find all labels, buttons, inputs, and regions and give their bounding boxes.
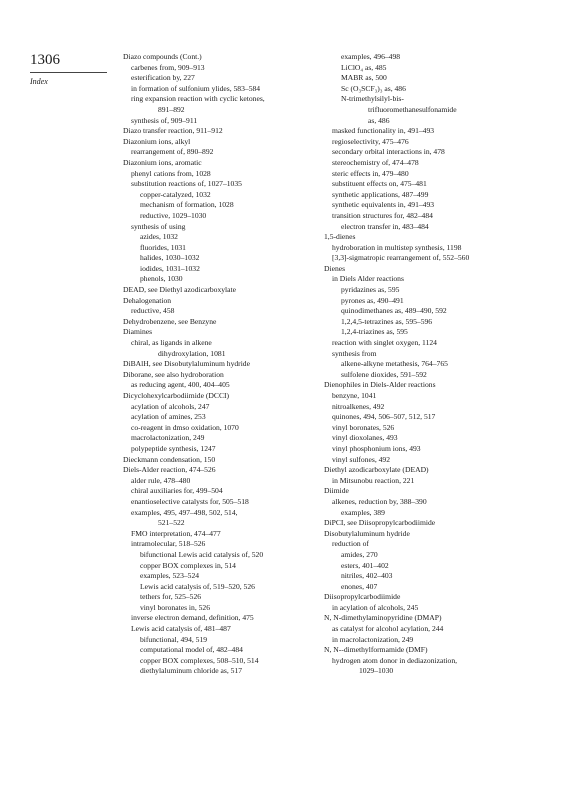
index-entry: Dienophiles in Diels-Alder reactions [324, 380, 436, 390]
index-entry: [3,3]-sigmatropic rearrangement of, 552–560 [332, 253, 470, 263]
index-entry: Sc (O₃SCF₃)₃ as, 486 [341, 83, 406, 93]
index-entry: Dienes [324, 263, 346, 273]
index-entry: N-trimethylsilyl-bis- [341, 94, 404, 104]
index-entry: in macrolactonization, 249 [332, 634, 414, 644]
index-entry: electron transfer in, 483–484 [341, 221, 429, 231]
index-entry: chiral auxiliaries for, 499–504 [131, 486, 223, 496]
index-entry: synthesis from [332, 348, 377, 358]
index-entry: mechanism of formation, 1028 [140, 200, 234, 210]
index-entry: N, N--dimethylformamide (DMF) [324, 645, 428, 655]
index-entry: dihydroxylation, 1081 [158, 348, 226, 358]
index-entry: vinyl boronates, 526 [332, 422, 395, 432]
index-entry: alder rule, 478–480 [131, 475, 191, 485]
index-entry: sulfolene dioxides, 591–592 [341, 369, 427, 379]
index-entry: co-reagent in dmso oxidation, 1070 [131, 422, 239, 432]
header-rule [30, 72, 107, 73]
index-entry: Dicyclohexylcarbodiimide (DCCI) [123, 391, 230, 400]
index-entry: substituent effects on, 475–481 [332, 179, 427, 189]
index-entry: 521–522 [158, 518, 185, 528]
index-column-right [324, 52, 554, 677]
index-entry: intramolecular, 518–526 [131, 539, 206, 549]
index-entry: alkene-alkyne metathesis, 764–765 [341, 359, 448, 369]
index-entry: Diazonium ions, alkyl [123, 136, 191, 146]
index-entry: nitriles, 402–403 [341, 571, 393, 581]
index-entry: ring expansion reaction with cyclic ketones, [131, 94, 265, 104]
index-entry: copper BOX complexes in, 514 [140, 560, 236, 570]
index-entry: secondary orbital interactions in, 478 [332, 147, 445, 157]
index-entry: vinyl boronates in, 526 [140, 602, 211, 612]
index-entry: pyrones as, 490–491 [341, 295, 404, 305]
index-entry: Lewis acid catalysis of, 481–487 [131, 624, 231, 634]
index-entry: Diimide [324, 486, 349, 496]
index-entry: synthetic applications, 487–499 [332, 189, 429, 199]
index-entry: in Mitsunobu reaction, 221 [332, 475, 415, 485]
index-entry: Diborane, see also hydroboration [123, 369, 224, 379]
index-entry: 1029–1030 [359, 666, 394, 676]
index-entry: amides, 270 [341, 549, 378, 559]
index-entry: in Diels Alder reactions [332, 274, 404, 284]
index-entry: alkenes, reduction by, 388–390 [332, 496, 427, 506]
index-entry: esters, 401–402 [341, 560, 389, 570]
page-number: 1306 [30, 52, 60, 68]
index-entry: Dehalogenation [123, 295, 172, 305]
index-entry: reductive, 1029–1030 [140, 210, 207, 220]
index-entry: MABR as, 500 [341, 73, 387, 83]
index-entry: copper BOX complexes, 508–510, 514 [140, 655, 259, 665]
index-entry: synthesis of using [131, 221, 186, 231]
index-entry: quinones, 494, 506–507, 512, 517 [332, 412, 436, 422]
index-column-left [123, 52, 328, 677]
index-entry: pyridazines as, 595 [341, 285, 400, 295]
index-entry: DiBAlH, see Disobutylaluminum hydride [123, 359, 250, 369]
index-entry: Lewis acid catalysis of, 519–520, 526 [140, 581, 255, 591]
index-entry: substitution reactions of, 1027–1035 [131, 179, 242, 189]
index-entry: polypeptide synthesis, 1247 [131, 443, 216, 453]
index-entry: Diels-Alder reaction, 474–526 [123, 465, 216, 475]
index-entry: bifunctional, 494, 519 [140, 634, 208, 644]
index-entry: halides, 1030–1032 [140, 253, 200, 263]
index-entry: chiral, as ligands in alkene [131, 338, 212, 348]
index-entry: fluorides, 1031 [140, 242, 186, 252]
index-entry: quinodimethanes as, 489–490, 592 [341, 306, 447, 316]
index-entry: as, 486 [368, 115, 390, 125]
index-entry: copper-catalyzed, 1032 [140, 189, 211, 199]
index-entry: enantioselective catalysts for, 505–518 [131, 496, 249, 506]
index-entry: synthesis of, 909–911 [131, 115, 198, 125]
index-entry: in formation of sulfonium ylides, 583–584 [131, 83, 261, 93]
index-entry: as catalyst for alcohol acylation, 244 [332, 624, 444, 634]
index-entry: macrolactonization, 249 [131, 433, 205, 443]
index-entry: in acylation of alcohols, 245 [332, 602, 419, 612]
index-entry: examples, 496–498 [341, 52, 401, 61]
index-entry: reductive, 458 [131, 306, 175, 316]
index-entry: 891–892 [158, 104, 185, 114]
index-entry: benzyne, 1041 [332, 391, 377, 400]
index-entry: inverse electron demand, definition, 475 [131, 613, 254, 623]
index-entry: carbenes from, 909–913 [131, 62, 205, 72]
index-entry: Diisopropylcarbodiimide [324, 592, 401, 602]
index-entry: iodides, 1031–1032 [140, 263, 200, 273]
index-entry: Diamines [123, 327, 153, 337]
index-entry: acylation of amines, 253 [131, 412, 206, 422]
index-entry: reduction of [332, 539, 369, 549]
index-entry: hydrogen atom donor in dediazonization, [332, 655, 458, 665]
index-entry: bifunctional Lewis acid catalysis of, 520 [140, 549, 264, 559]
index-entry: hydroboration in multistep synthesis, 1198 [332, 242, 462, 252]
index-entry: esterification by, 227 [131, 73, 195, 83]
index-entry: vinyl dioxolanes, 493 [332, 433, 398, 443]
index-entry: DEAD, see Diethyl azodicarboxylate [123, 285, 237, 295]
index-entry: vinyl sulfones, 492 [332, 454, 391, 464]
index-entry: 1,2,4,5-tetrazines as, 595–596 [341, 316, 433, 326]
index-entry: examples, 389 [341, 507, 385, 517]
index-entry: diethylaluminum chloride as, 517 [140, 666, 243, 676]
index-entry: FMO interpretation, 474–477 [131, 528, 221, 538]
index-entry: enones, 407 [341, 581, 378, 591]
index-entry: trifluoromethanesulfonamide [368, 104, 457, 114]
index-entry: DiPCI, see Diisopropylcarbodiimide [324, 518, 436, 528]
index-entry: 1,5-dienes [324, 232, 356, 242]
index-entry: 1,2,4-triazines as, 595 [341, 327, 408, 337]
index-entry: Diazonium ions, aromatic [123, 157, 202, 167]
index-entry: phenols, 1030 [140, 274, 183, 284]
index-entry: steric effects in, 479–480 [332, 168, 409, 178]
section-label: Index [30, 77, 48, 86]
index-entry: N, N-dimethylaminopyridine (DMAP) [324, 613, 442, 623]
index-entry: Diazo compounds (Cont.) [123, 52, 202, 61]
index-entry: Disobutylaluminum hydride [324, 528, 410, 538]
index-entry: acylation of alcohols, 247 [131, 401, 210, 411]
index-entry: examples, 495, 497–498, 502, 514, [131, 507, 238, 517]
index-entry: Dieckmann condensation, 150 [123, 454, 216, 464]
index-entry: computational model of, 482–484 [140, 645, 243, 655]
index-entry: tethers for, 525–526 [140, 592, 202, 602]
index-entry: rearrangement of, 890–892 [131, 147, 214, 157]
index-entry: LiClO₄ as, 485 [341, 62, 387, 72]
index-entry: reaction with singlet oxygen, 1124 [332, 338, 437, 348]
index-entry: Dehydrobenzene, see Benzyne [123, 316, 217, 326]
index-entry: transition structures for, 482–484 [332, 210, 433, 220]
index-entry: regioselectivity, 475–476 [332, 136, 409, 146]
index-entry: Diazo transfer reaction, 911–912 [123, 126, 223, 136]
index-entry: examples, 523–524 [140, 571, 200, 581]
index-entry: stereochemistry of, 474–478 [332, 157, 419, 167]
index-entry: phenyl cations from, 1028 [131, 168, 211, 178]
index-entry: as reducing agent, 400, 404–405 [131, 380, 230, 390]
index-entry: vinyl phosphonium ions, 493 [332, 443, 421, 453]
index-entry: masked functionality in, 491–493 [332, 126, 435, 136]
index-entry: synthetic equivalents in, 491–493 [332, 200, 435, 210]
index-entry: azides, 1032 [140, 232, 178, 242]
index-entry: nitroalkenes, 492 [332, 401, 385, 411]
index-entry: Diethyl azodicarboxylate (DEAD) [324, 465, 429, 475]
